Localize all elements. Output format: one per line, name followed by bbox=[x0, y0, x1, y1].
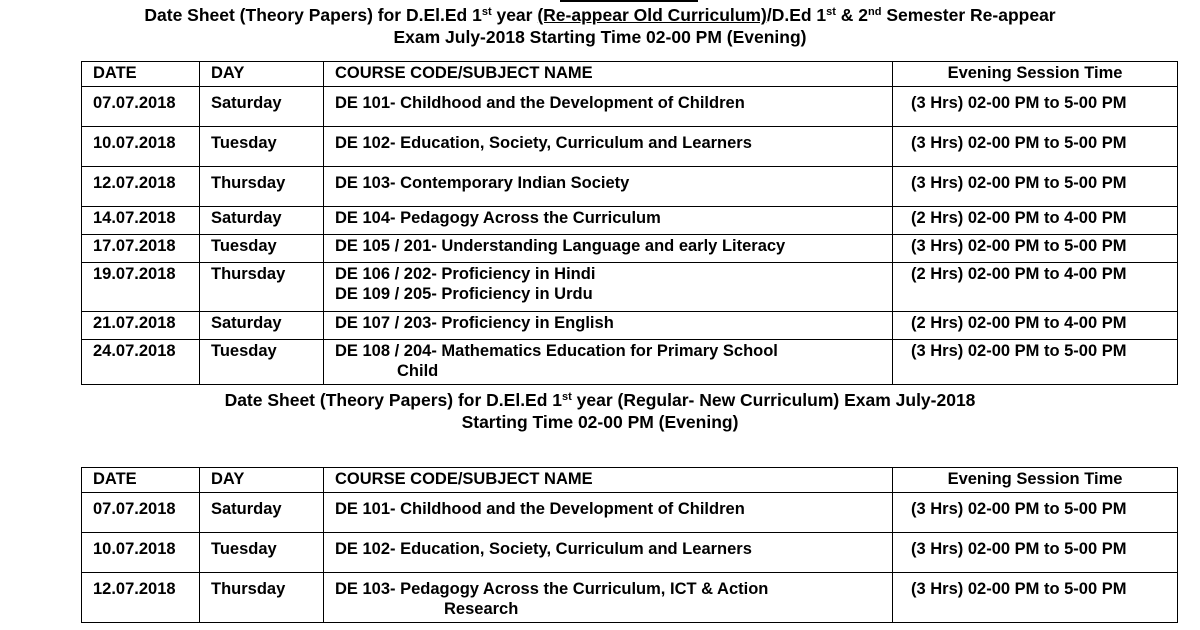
table-row bbox=[82, 312, 1178, 340]
section1-date-sheet-table bbox=[81, 61, 1178, 385]
header-day: DAY bbox=[200, 62, 324, 87]
subject-cell bbox=[324, 340, 893, 385]
table-row bbox=[82, 235, 1178, 263]
date-cell: 19.07.2018 bbox=[82, 263, 200, 312]
day-cell: Thursday bbox=[200, 167, 324, 207]
date-cell: 12.07.2018 bbox=[82, 167, 200, 207]
date-cell: 14.07.2018 bbox=[82, 207, 200, 235]
table-row bbox=[82, 207, 1178, 235]
title-text: /D.Ed 1 bbox=[766, 5, 827, 25]
table-row bbox=[82, 87, 1178, 127]
subject-cell bbox=[324, 312, 893, 340]
date-cell: 07.07.2018 bbox=[82, 493, 200, 533]
table-row bbox=[82, 127, 1178, 167]
section1-title-line1 bbox=[0, 4, 1200, 26]
subject-cell bbox=[324, 493, 893, 533]
header-date: DATE bbox=[82, 62, 200, 87]
subject-cell bbox=[324, 263, 893, 312]
subject-line: DE 107 / 203- Proficiency in English bbox=[335, 314, 614, 332]
time-cell: (3 Hrs) 02-00 PM to 5-00 PM bbox=[893, 493, 1178, 533]
subject-line: DE 103- Contemporary Indian Society bbox=[335, 174, 630, 192]
time-cell: (3 Hrs) 02-00 PM to 5-00 PM bbox=[893, 87, 1178, 127]
date-cell: 12.07.2018 bbox=[82, 573, 200, 623]
time-cell: (3 Hrs) 02-00 PM to 5-00 PM bbox=[893, 573, 1178, 623]
time-cell: (3 Hrs) 02-00 PM to 5-00 PM bbox=[893, 127, 1178, 167]
title-text: year (Regular- New Curriculum) Exam July-2018 bbox=[571, 390, 976, 410]
table-row bbox=[82, 533, 1178, 573]
subject-cell bbox=[324, 127, 893, 167]
section2-title-line2: Starting Time 02-00 PM (Evening) bbox=[461, 412, 739, 432]
table-row bbox=[82, 493, 1178, 533]
section2-title bbox=[0, 389, 1200, 433]
table-row bbox=[82, 573, 1178, 623]
title-text: Date Sheet (Theory Papers) for D.El.Ed 1 bbox=[224, 390, 563, 410]
header-time: Evening Session Time bbox=[893, 62, 1178, 87]
table-row bbox=[82, 340, 1178, 385]
day-cell: Thursday bbox=[200, 573, 324, 623]
subject-line: DE 102- Education, Society, Curriculum and Learners bbox=[335, 134, 752, 152]
title-text: Date Sheet (Theory Papers) for D.El.Ed 1 bbox=[144, 5, 482, 25]
time-cell: (2 Hrs) 02-00 PM to 4-00 PM bbox=[893, 312, 1178, 340]
date-cell: 17.07.2018 bbox=[82, 235, 200, 263]
time-cell: (2 Hrs) 02-00 PM to 4-00 PM bbox=[893, 207, 1178, 235]
subject-line: DE 102- Education, Society, Curriculum and Learners bbox=[335, 540, 752, 558]
date-cell: 21.07.2018 bbox=[82, 312, 200, 340]
title-text: & 2 bbox=[835, 5, 869, 25]
header-day: DAY bbox=[200, 468, 324, 493]
subject-line: DE 104- Pedagogy Across the Curriculum bbox=[335, 209, 661, 227]
table-header-row bbox=[82, 62, 1178, 87]
subject-cell bbox=[324, 533, 893, 573]
title-underlined-text: (Re-appear Old Curriculum) bbox=[537, 5, 767, 25]
day-cell: Tuesday bbox=[200, 127, 324, 167]
subject-line: DE 101- Childhood and the Development of Children bbox=[335, 500, 745, 518]
section1-title-line2: Exam July-2018 Starting Time 02-00 PM (Evening) bbox=[393, 27, 807, 47]
table-row bbox=[82, 167, 1178, 207]
day-cell: Saturday bbox=[200, 87, 324, 127]
subject-cell bbox=[324, 87, 893, 127]
title-text: year bbox=[491, 5, 538, 25]
header-subject: COURSE CODE/SUBJECT NAME bbox=[324, 62, 893, 87]
subject-cell bbox=[324, 167, 893, 207]
table-header-row bbox=[82, 468, 1178, 493]
header-time: Evening Session Time bbox=[893, 468, 1178, 493]
header-subject: COURSE CODE/SUBJECT NAME bbox=[324, 468, 893, 493]
header-date: DATE bbox=[82, 468, 200, 493]
subject-line-continued: Research bbox=[444, 600, 519, 618]
time-cell: (3 Hrs) 02-00 PM to 5-00 PM bbox=[893, 533, 1178, 573]
day-cell: Saturday bbox=[200, 207, 324, 235]
table-row bbox=[82, 263, 1178, 312]
day-cell: Saturday bbox=[200, 312, 324, 340]
day-cell: Saturday bbox=[200, 493, 324, 533]
subject-cell bbox=[324, 573, 893, 623]
subject-cell bbox=[324, 235, 893, 263]
time-cell: (2 Hrs) 02-00 PM to 4-00 PM bbox=[893, 263, 1178, 312]
time-cell: (3 Hrs) 02-00 PM to 5-00 PM bbox=[893, 235, 1178, 263]
subject-line-continued: Child bbox=[397, 362, 439, 380]
superscript: st bbox=[562, 391, 572, 403]
day-cell: Tuesday bbox=[200, 340, 324, 385]
date-cell: 10.07.2018 bbox=[82, 533, 200, 573]
subject-line: DE 106 / 202- Proficiency in Hindi bbox=[335, 265, 596, 283]
superscript: st bbox=[826, 6, 836, 18]
subject-line: DE 103- Pedagogy Across the Curriculum, ICT & Action bbox=[335, 580, 769, 598]
time-cell: (3 Hrs) 02-00 PM to 5-00 PM bbox=[893, 167, 1178, 207]
date-cell: 07.07.2018 bbox=[82, 87, 200, 127]
date-cell: 24.07.2018 bbox=[82, 340, 200, 385]
subject-cell bbox=[324, 207, 893, 235]
day-cell: Thursday bbox=[200, 263, 324, 312]
subject-line: DE 105 / 201- Understanding Language and early Literacy bbox=[335, 237, 786, 255]
subject-line: DE 109 / 205- Proficiency in Urdu bbox=[335, 285, 593, 303]
time-cell: (3 Hrs) 02-00 PM to 5-00 PM bbox=[893, 340, 1178, 385]
subject-line: DE 101- Childhood and the Development of Children bbox=[335, 94, 745, 112]
section2-date-sheet-table bbox=[81, 467, 1178, 623]
section2-title-line1 bbox=[0, 389, 1200, 411]
top-rule-fragment bbox=[560, 0, 698, 2]
day-cell: Tuesday bbox=[200, 235, 324, 263]
subject-line: DE 108 / 204- Mathematics Education for Primary School bbox=[335, 342, 778, 360]
section1-title bbox=[0, 4, 1200, 48]
day-cell: Tuesday bbox=[200, 533, 324, 573]
date-cell: 10.07.2018 bbox=[82, 127, 200, 167]
superscript: nd bbox=[868, 6, 882, 18]
superscript: st bbox=[481, 6, 492, 18]
title-text: Semester Re-appear bbox=[881, 5, 1056, 25]
